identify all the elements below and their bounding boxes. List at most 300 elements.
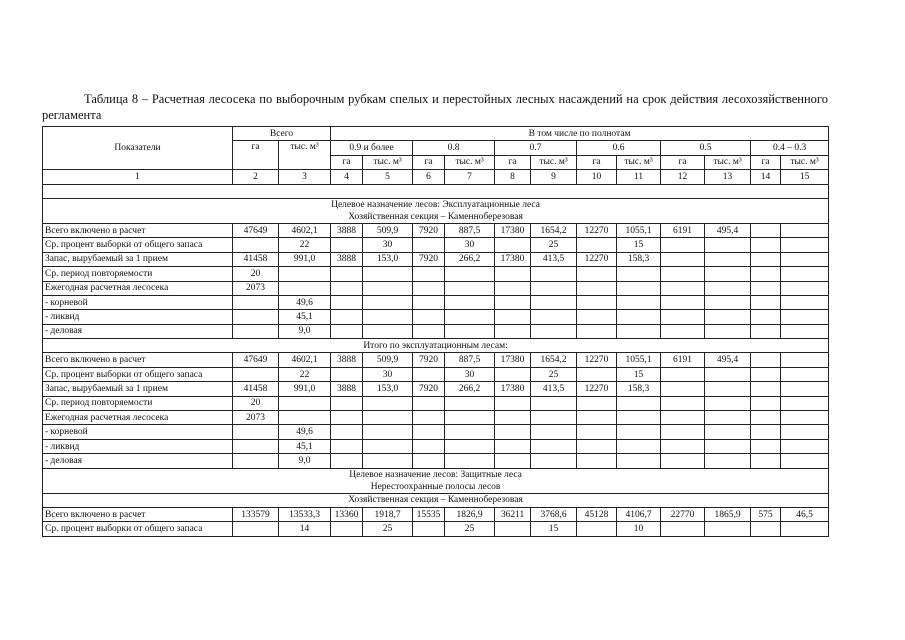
table-cell: 1865,9 [705,507,751,521]
table-cell [661,324,705,338]
table-cell [781,367,829,381]
table-cell [445,411,495,425]
table-cell [577,439,617,453]
table-cell [661,411,705,425]
column-number: 12 [661,170,705,184]
table-cell [413,295,445,309]
table-cell: 12270 [577,382,617,396]
table-cell [661,267,705,281]
table-cell [661,238,705,252]
table-cell [233,522,279,536]
table-cell: 25 [445,522,495,536]
table-cell [495,295,531,309]
column-number: 3 [279,170,331,184]
row-label: - ликвид [43,439,233,453]
table-cell: 887,5 [445,353,495,367]
table-cell [661,367,705,381]
table-row [43,295,829,309]
density-group-header: 0.4 – 0.3 [751,141,829,155]
row-label: Всего включено в расчет [43,223,233,237]
unit-ha-header: га [577,155,617,169]
unit-m3-header: тыс. м³ [617,155,661,169]
table-cell [279,267,331,281]
table-cell: 30 [445,238,495,252]
table-cell: 6191 [661,223,705,237]
table-row [43,382,829,396]
unit-m3-header: тыс. м³ [705,155,751,169]
table-cell [617,425,661,439]
table-cell: 30 [445,367,495,381]
table-cell: 1826,9 [445,507,495,521]
row-label: - ликвид [43,310,233,324]
table-cell: 9,0 [279,324,331,338]
section-title-cell [43,339,829,353]
table-cell [751,411,781,425]
table-cell [577,310,617,324]
table-row [43,324,829,338]
table-cell: 22 [279,238,331,252]
table-cell [233,310,279,324]
table-cell [751,367,781,381]
table-cell [751,281,781,295]
table-cell [781,382,829,396]
table-row [43,223,829,237]
table-cell [363,411,413,425]
table-cell [363,439,413,453]
table-cell: 30 [363,238,413,252]
table-row [43,252,829,266]
table-cell [705,439,751,453]
total-ha-header: га [233,141,279,170]
table-row [43,396,829,410]
table-cell [577,411,617,425]
density-group-header: 0.5 [661,141,751,155]
table-cell: 17380 [495,223,531,237]
table-cell: 15 [617,238,661,252]
table-cell: 2073 [233,411,279,425]
table-cell [233,454,279,468]
table-cell [445,281,495,295]
table-cell [495,324,531,338]
table-cell [661,310,705,324]
table-cell [705,367,751,381]
row-label: Ср. процент выборки от общего запаса [43,238,233,252]
column-number: 9 [531,170,577,184]
table-cell: 47649 [233,223,279,237]
table-cell [531,425,577,439]
table-cell: 153,0 [363,252,413,266]
table-cell [445,439,495,453]
table-cell [661,439,705,453]
table-cell [705,267,751,281]
table-cell [531,295,577,309]
density-group-header: 0.8 [413,141,495,155]
table-cell [495,411,531,425]
table-cell [705,411,751,425]
row-label: Ср. период повторяемости [43,267,233,281]
table-cell [413,425,445,439]
column-number: 1 [43,170,233,184]
table-cell: 133579 [233,507,279,521]
table-cell [413,411,445,425]
table-cell: 158,3 [617,252,661,266]
table-cell: 30 [363,367,413,381]
column-number: 14 [751,170,781,184]
table-cell: 25 [531,238,577,252]
table-cell: 45128 [577,507,617,521]
unit-ha-header: га [661,155,705,169]
unit-ha-header: га [751,155,781,169]
table-cell [661,382,705,396]
table-cell [495,281,531,295]
table-cell: 20 [233,267,279,281]
table-cell [751,310,781,324]
table-cell [279,396,331,410]
table-cell [781,310,829,324]
table-cell [495,238,531,252]
table-cell [781,223,829,237]
table-cell: 9,0 [279,454,331,468]
column-number: 6 [413,170,445,184]
section-title: Целевое назначение лесов: Эксплуатационные леса [331,199,540,210]
table-cell [705,238,751,252]
table-cell [781,411,829,425]
row-label: - корневой [43,425,233,439]
table-cell: 25 [363,522,413,536]
table-cell: 15 [531,522,577,536]
table-cell [705,382,751,396]
table-cell [751,267,781,281]
table-cell [331,295,363,309]
table-cell: 45,1 [279,439,331,453]
table-cell [413,454,445,468]
row-label: Ежегодная расчетная лесосека [43,281,233,295]
table-cell [781,353,829,367]
density-group-header: 0.6 [577,141,661,155]
table-cell: 3888 [331,223,363,237]
table-cell [413,324,445,338]
table-cell [577,522,617,536]
table-cell [445,295,495,309]
table-cell [495,396,531,410]
table-cell [363,454,413,468]
table-cell [577,295,617,309]
table-cell [531,267,577,281]
table-cell [781,522,829,536]
table-cell [705,425,751,439]
table-cell [751,295,781,309]
table-cell [705,281,751,295]
table-cell [781,396,829,410]
table-cell [279,281,331,295]
table-cell [445,310,495,324]
unit-m3-header: тыс. м³ [363,155,413,169]
table-cell: 495,4 [705,353,751,367]
row-label: Ср. процент выборки от общего запаса [43,522,233,536]
table-cell: 509,9 [363,353,413,367]
row-label: - деловая [43,324,233,338]
table-cell: 1055,1 [617,353,661,367]
table-cell [531,324,577,338]
table-cell: 1918,7 [363,507,413,521]
table-cell [577,238,617,252]
table-cell [233,425,279,439]
density-group-header: 0.9 и более [331,141,413,155]
section-title: Целевое назначение лесов: Защитные леса [349,469,522,480]
table-cell: 14 [279,522,331,536]
row-label: Запас, вырубаемый за 1 прием [43,252,233,266]
section-subtitle-row [43,493,829,507]
table-cell [363,396,413,410]
table-cell [531,281,577,295]
table-cell [661,454,705,468]
table-cell [495,454,531,468]
table-cell: 4106,7 [617,507,661,521]
table-cell [751,353,781,367]
table-cell [413,439,445,453]
table-cell: 3888 [331,382,363,396]
table-cell [705,522,751,536]
row-label: Ср. период повторяемости [43,396,233,410]
table-cell: 17380 [495,382,531,396]
column-numbers-row [43,170,829,184]
table-cell: 20 [233,396,279,410]
indicators-header: Показатели [43,127,233,170]
table-cell: 47649 [233,353,279,367]
table-cell: 13533,3 [279,507,331,521]
table-cell [577,324,617,338]
table-cell: 6191 [661,353,705,367]
header-row-1 [43,127,829,141]
table-cell [495,267,531,281]
table-cell: 3888 [331,252,363,266]
table-cell: 15 [617,367,661,381]
table-row [43,310,829,324]
table-cell [531,454,577,468]
row-label: - корневой [43,295,233,309]
table-cell: 7920 [413,382,445,396]
table-cell [751,439,781,453]
table-cell [705,396,751,410]
table-cell: 1055,1 [617,223,661,237]
table-cell [705,454,751,468]
table-cell [233,324,279,338]
table-cell [331,396,363,410]
table-cell [781,252,829,266]
table-cell: 13360 [331,507,363,521]
table-cell [233,367,279,381]
section-subtitle: Хозяйственная секция – Каменноберезовая [43,493,829,507]
table-cell: 49,6 [279,295,331,309]
table-cell [331,425,363,439]
table-cell: 991,0 [279,252,331,266]
table-cell [661,425,705,439]
table-cell [413,396,445,410]
table-cell [781,281,829,295]
table-cell: 413,5 [531,252,577,266]
table-cell [445,454,495,468]
table-cell: 153,0 [363,382,413,396]
table-row [43,367,829,381]
table-cell [233,295,279,309]
table-cell [617,267,661,281]
table-cell [577,425,617,439]
section-title-row [43,339,829,353]
table-cell: 12270 [577,223,617,237]
table-cell: 15535 [413,507,445,521]
table-cell [531,310,577,324]
table-cell [413,522,445,536]
table-cell [617,411,661,425]
table-cell [331,310,363,324]
row-label: Запас, вырубаемый за 1 прием [43,382,233,396]
table-cell [705,295,751,309]
table-cell [445,396,495,410]
table-cell [661,295,705,309]
table-cell [445,267,495,281]
column-number: 10 [577,170,617,184]
row-label: Ежегодная расчетная лесосека [43,411,233,425]
table-cell: 36211 [495,507,531,521]
table-cell: 45,1 [279,310,331,324]
table-cell [705,310,751,324]
by-density-header: В том числе по полнотам [331,127,829,141]
table-cell [413,367,445,381]
table-row [43,507,829,521]
table-cell [331,439,363,453]
table-cell: 46,5 [781,507,829,521]
section-title: Нерестоохранные полосы лесов [370,481,501,492]
table-cell: 10 [617,522,661,536]
table-cell [705,252,751,266]
table-cell [617,454,661,468]
table-cell [363,267,413,281]
table-cell: 575 [751,507,781,521]
table-row [43,267,829,281]
table-cell [495,310,531,324]
table-cell: 266,2 [445,382,495,396]
table-cell [233,439,279,453]
table-row [43,238,829,252]
column-number: 7 [445,170,495,184]
table-cell [751,425,781,439]
table-cell [279,411,331,425]
table-cell [331,324,363,338]
table-cell [751,223,781,237]
table-cell [577,367,617,381]
table-cell [445,324,495,338]
table-cell: 12270 [577,252,617,266]
row-label: Всего включено в расчет [43,507,233,521]
table-cell [751,252,781,266]
table-cell [331,238,363,252]
table-cell [363,324,413,338]
table-cell [331,367,363,381]
section-title: Итого по эксплуатационным лесам: [363,340,508,351]
table-cell: 1654,2 [531,223,577,237]
table-cell: 25 [531,367,577,381]
table-cell [363,295,413,309]
table-cell: 887,5 [445,223,495,237]
table-cell [331,281,363,295]
table-row [43,439,829,453]
table-cell [531,439,577,453]
table-row [43,425,829,439]
section-title: Хозяйственная секция – Каменноберезовая [348,211,523,222]
total-header: Всего [233,127,331,141]
table-cell: 49,6 [279,425,331,439]
table-cell [495,425,531,439]
table-cell [363,281,413,295]
table-row [43,454,829,468]
table-cell [363,425,413,439]
table-cell [617,324,661,338]
column-number: 5 [363,170,413,184]
table-cell [413,281,445,295]
table-cell: 158,3 [617,382,661,396]
section-title-cell [43,198,829,223]
table-cell: 12270 [577,353,617,367]
unit-ha-header: га [331,155,363,169]
table-cell [495,439,531,453]
table-cell [495,522,531,536]
table-cell [617,396,661,410]
table-cell [577,267,617,281]
table-cell: 495,4 [705,223,751,237]
table-cell [413,238,445,252]
section-title-cell [43,468,829,493]
table-cell [331,267,363,281]
table-cell: 22770 [661,507,705,521]
density-group-header: 0.7 [495,141,577,155]
table-cell [781,324,829,338]
column-number: 8 [495,170,531,184]
table-cell: 1654,2 [531,353,577,367]
table-cell [413,310,445,324]
table-cell [751,238,781,252]
section-title-row [43,198,829,223]
unit-m3-header: тыс. м³ [781,155,829,169]
table-cell [781,425,829,439]
table-cell [751,382,781,396]
table-cell [617,439,661,453]
table-cell [577,281,617,295]
row-label: Ср. процент выборки от общего запаса [43,367,233,381]
unit-m3-header: тыс. м³ [531,155,577,169]
table-cell [751,396,781,410]
table-row [43,522,829,536]
spacer-row [43,184,829,198]
column-number: 11 [617,170,661,184]
table-cell: 413,5 [531,382,577,396]
table-cell: 3768,6 [531,507,577,521]
table-cell: 4602,1 [279,353,331,367]
table-row [43,353,829,367]
table-row [43,411,829,425]
table-cell [781,295,829,309]
table-cell: 7920 [413,252,445,266]
table-cell [751,324,781,338]
table-cell [445,425,495,439]
table-cell [413,267,445,281]
table-row [43,281,829,295]
table-cell: 22 [279,367,331,381]
table-cell [495,367,531,381]
section-title-row [43,468,829,493]
allowable-cut-table [42,126,829,537]
table-cell [751,522,781,536]
column-number: 4 [331,170,363,184]
